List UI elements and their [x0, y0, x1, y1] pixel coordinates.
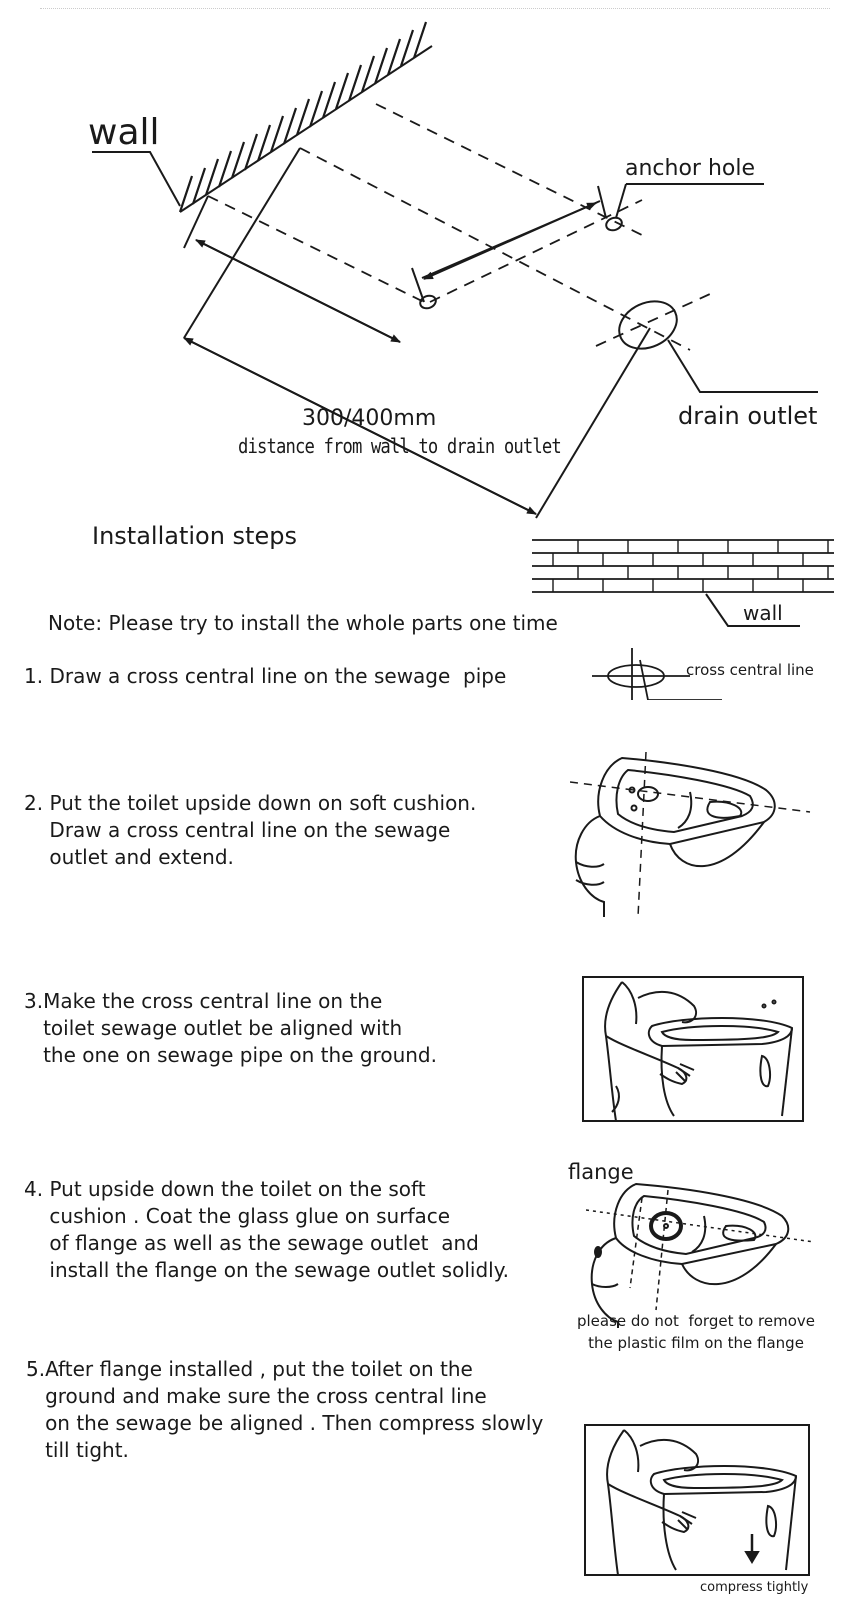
distance-caption-label: distance from wall to drain outlet [238, 434, 561, 458]
flange-label: flange [568, 1160, 634, 1184]
floor-layout-diagram [0, 0, 850, 700]
note-text: Note: Please try to install the whole parts one time [48, 611, 558, 635]
anchor-hole-label: anchor hole [625, 156, 756, 181]
drain-outlet-label: drain outlet [678, 402, 818, 430]
toilet-upside-down-icon [570, 752, 815, 917]
flange-caption: please do not forget to remove the plastic film on the flange [576, 1312, 816, 1352]
step-4-text: 4. Put upside down the toilet on the soft cushion . Coat the glass glue on surface of flange as well as the sewage outlet and install the flange on the sewage outlet solidly. [24, 1177, 510, 1282]
step-1-text: 1. Draw a cross central line on the sewage pipe [24, 664, 507, 688]
distance-value-label: 300/400mm [302, 406, 437, 431]
wall-hatch-icon [180, 22, 432, 212]
flange-toilet-icon [586, 1180, 816, 1328]
step-2-text: 2. Put the toilet upside down on soft cushion. Draw a cross central line on the sewage outlet and extend. [24, 791, 477, 869]
compress-tightly-label: compress tightly [700, 1580, 809, 1595]
step-3-text: 3.Make the cross central line on the toilet sewage outlet be aligned with the one on sewage pipe on the ground. [24, 989, 437, 1067]
hands-toilet-icon [582, 976, 804, 1122]
brick-wall-icon [532, 540, 834, 592]
wall-label-2: wall [743, 601, 783, 625]
compress-toilet-icon [584, 1424, 810, 1576]
installation-heading: Installation steps [92, 522, 297, 550]
cross-central-line-label: cross central line [686, 661, 814, 679]
wall-label: wall [88, 112, 160, 153]
step-5-text: 5.After flange installed , put the toilet on the ground and make sure the cross central line on the sewage be aligned . Then compress slowly till tight. [26, 1357, 544, 1462]
